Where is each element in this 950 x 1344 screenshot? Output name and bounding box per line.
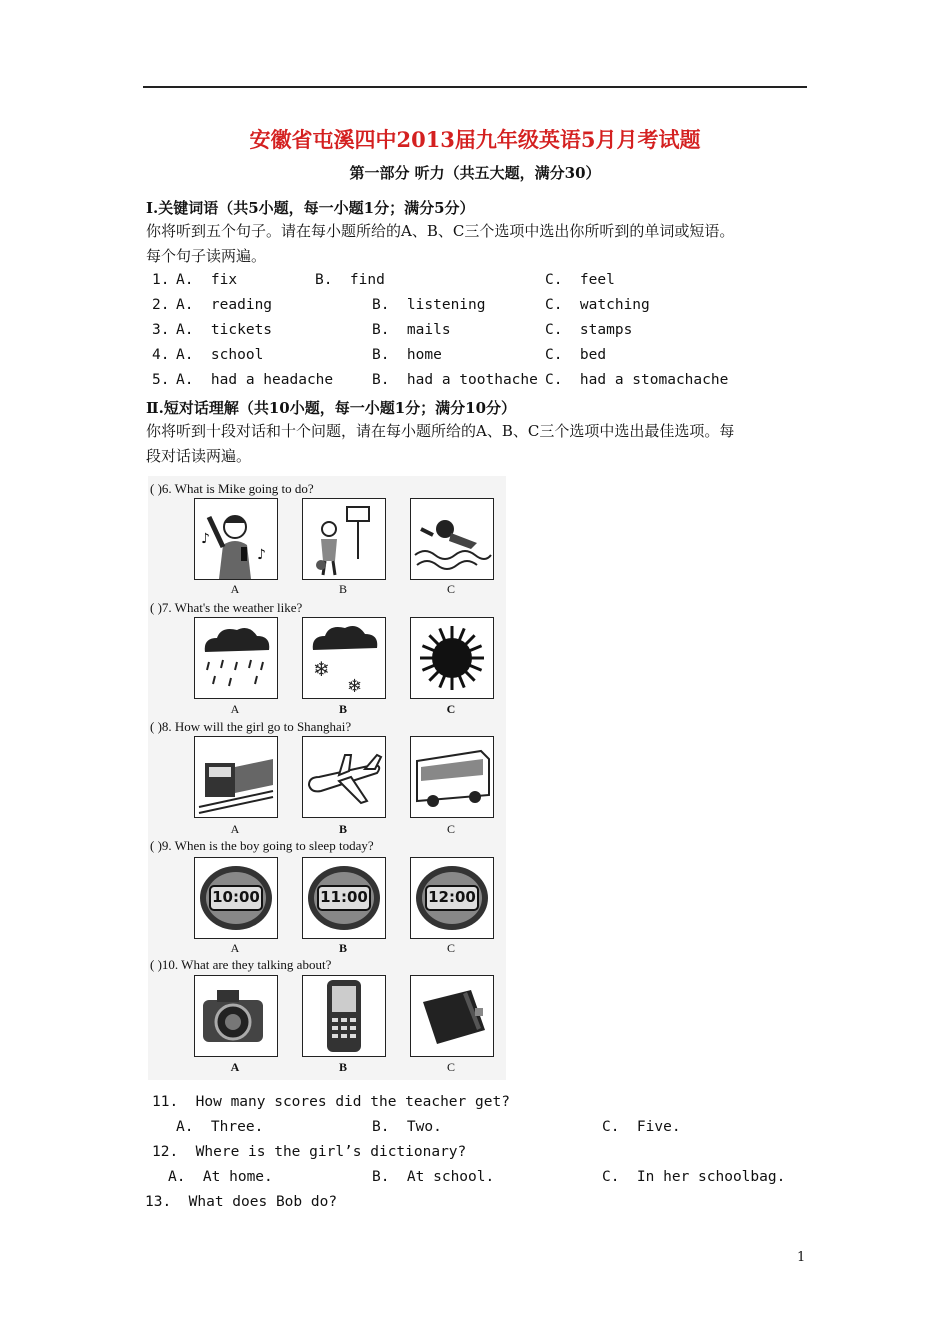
option-c: C. watching bbox=[545, 297, 650, 313]
option-b: B. had a toothache bbox=[372, 372, 538, 388]
rain-cloud-picture bbox=[194, 617, 278, 699]
option-label: C bbox=[446, 1060, 455, 1074]
wallet-picture bbox=[410, 975, 494, 1057]
clock-time: 11:00 bbox=[320, 888, 368, 906]
option-label: A bbox=[230, 582, 240, 596]
singing-picture bbox=[194, 498, 278, 580]
clock-picture bbox=[302, 857, 386, 939]
option-label: A bbox=[230, 702, 240, 716]
clock-time: 12:00 bbox=[428, 888, 476, 906]
section1-instructions: 你将听到五个句子。请在每小题所给的A、B、C三个选项中选出你所听到的单词或短语。 每个句子读两遍。 bbox=[146, 222, 735, 265]
sun-picture bbox=[410, 617, 494, 699]
question-11: 11. How many scores did the teacher get? bbox=[152, 1094, 510, 1110]
page-number: 1 bbox=[797, 1250, 806, 1265]
clock-time: 10:00 bbox=[212, 888, 260, 906]
option-label: C bbox=[446, 822, 455, 836]
snow-cloud-picture bbox=[302, 617, 386, 699]
bus-picture bbox=[410, 736, 494, 818]
svg-text:♪: ♪ bbox=[257, 547, 266, 563]
option-b: B. mails bbox=[372, 322, 451, 338]
part-heading: 第一部分 听力（共五大题，满分30） bbox=[349, 164, 601, 182]
option-label: A bbox=[230, 822, 240, 836]
option-label: B bbox=[338, 1060, 347, 1074]
option-b: B. home bbox=[372, 347, 442, 363]
option-b: B. find bbox=[315, 272, 385, 288]
item-number: 3. bbox=[152, 322, 170, 338]
basketball-picture bbox=[302, 498, 386, 580]
camera-picture bbox=[194, 975, 278, 1057]
section1-heading: Ⅰ.关键词语（共5小题，每一小题1分；满分5分） bbox=[146, 199, 475, 217]
question-6: ( )6. What is Mike going to do? bbox=[150, 481, 314, 496]
question-8: ( )8. How will the girl go to Shanghai? bbox=[150, 719, 352, 734]
option-c: C. bed bbox=[545, 347, 607, 363]
svg-text:❄: ❄ bbox=[347, 676, 363, 697]
item-number: 5. bbox=[152, 372, 170, 388]
question-10: ( )10. What are they talking about? bbox=[150, 957, 332, 972]
option-a: A. school bbox=[176, 347, 264, 363]
option-c: C. feel bbox=[545, 272, 615, 288]
question-11-option-c: C. Five. bbox=[602, 1119, 681, 1135]
clock-picture bbox=[410, 857, 494, 939]
option-label: B bbox=[338, 941, 347, 955]
question-7: ( )7. What's the weather like? bbox=[150, 600, 303, 615]
item-number: 2. bbox=[152, 297, 170, 313]
question-12-option-b: B. At school. bbox=[372, 1169, 495, 1185]
question-11-option-b: B. Two. bbox=[372, 1119, 442, 1135]
swimming-picture bbox=[410, 498, 494, 580]
question-12: 12. Where is the girl’s dictionary? bbox=[152, 1144, 467, 1160]
item-number: 1. bbox=[152, 272, 170, 288]
mobile-phone-picture bbox=[302, 975, 386, 1057]
option-label: B bbox=[338, 582, 347, 596]
question-9: ( )9. When is the boy going to sleep today? bbox=[150, 838, 374, 853]
question-12-option-a: A. At home. bbox=[168, 1169, 273, 1185]
option-label: A bbox=[230, 1060, 240, 1074]
option-a: A. had a headache bbox=[176, 372, 334, 388]
question-11-option-a: A. Three. bbox=[176, 1119, 264, 1135]
option-label: B bbox=[338, 822, 347, 836]
train-picture bbox=[194, 736, 278, 818]
top-rule bbox=[143, 86, 807, 88]
item-number: 4. bbox=[152, 347, 170, 363]
option-label: C bbox=[446, 941, 455, 955]
question-12-option-c: C. In her schoolbag. bbox=[602, 1169, 786, 1185]
option-c: C. had a stomachache bbox=[545, 372, 729, 388]
option-a: A. reading bbox=[176, 297, 273, 313]
section2-instructions: 你将听到十段对话和十个问题，请在每小题所给的A、B、C三个选项中选出最佳选项。每 段对话读两遍。 bbox=[146, 422, 735, 465]
clock-picture bbox=[194, 857, 278, 939]
option-label: C bbox=[446, 582, 455, 596]
option-label: B bbox=[338, 702, 347, 716]
section2-heading: Ⅱ.短对话理解（共10小题，每一小题1分；满分10分） bbox=[146, 399, 517, 417]
option-a: A. tickets bbox=[176, 322, 273, 338]
question-13: 13. What does Bob do? bbox=[145, 1194, 338, 1210]
option-c: C. stamps bbox=[545, 322, 633, 338]
plane-picture bbox=[302, 736, 386, 818]
option-label: C bbox=[446, 702, 456, 716]
page-title: 安徽省屯溪四中2013届九年级英语5月月考试题 bbox=[249, 127, 701, 152]
option-label: A bbox=[230, 941, 240, 955]
svg-text:♪: ♪ bbox=[201, 531, 210, 547]
option-b: B. listening bbox=[372, 297, 486, 313]
option-a: A. fix bbox=[176, 272, 238, 288]
svg-text:❄: ❄ bbox=[313, 657, 330, 681]
